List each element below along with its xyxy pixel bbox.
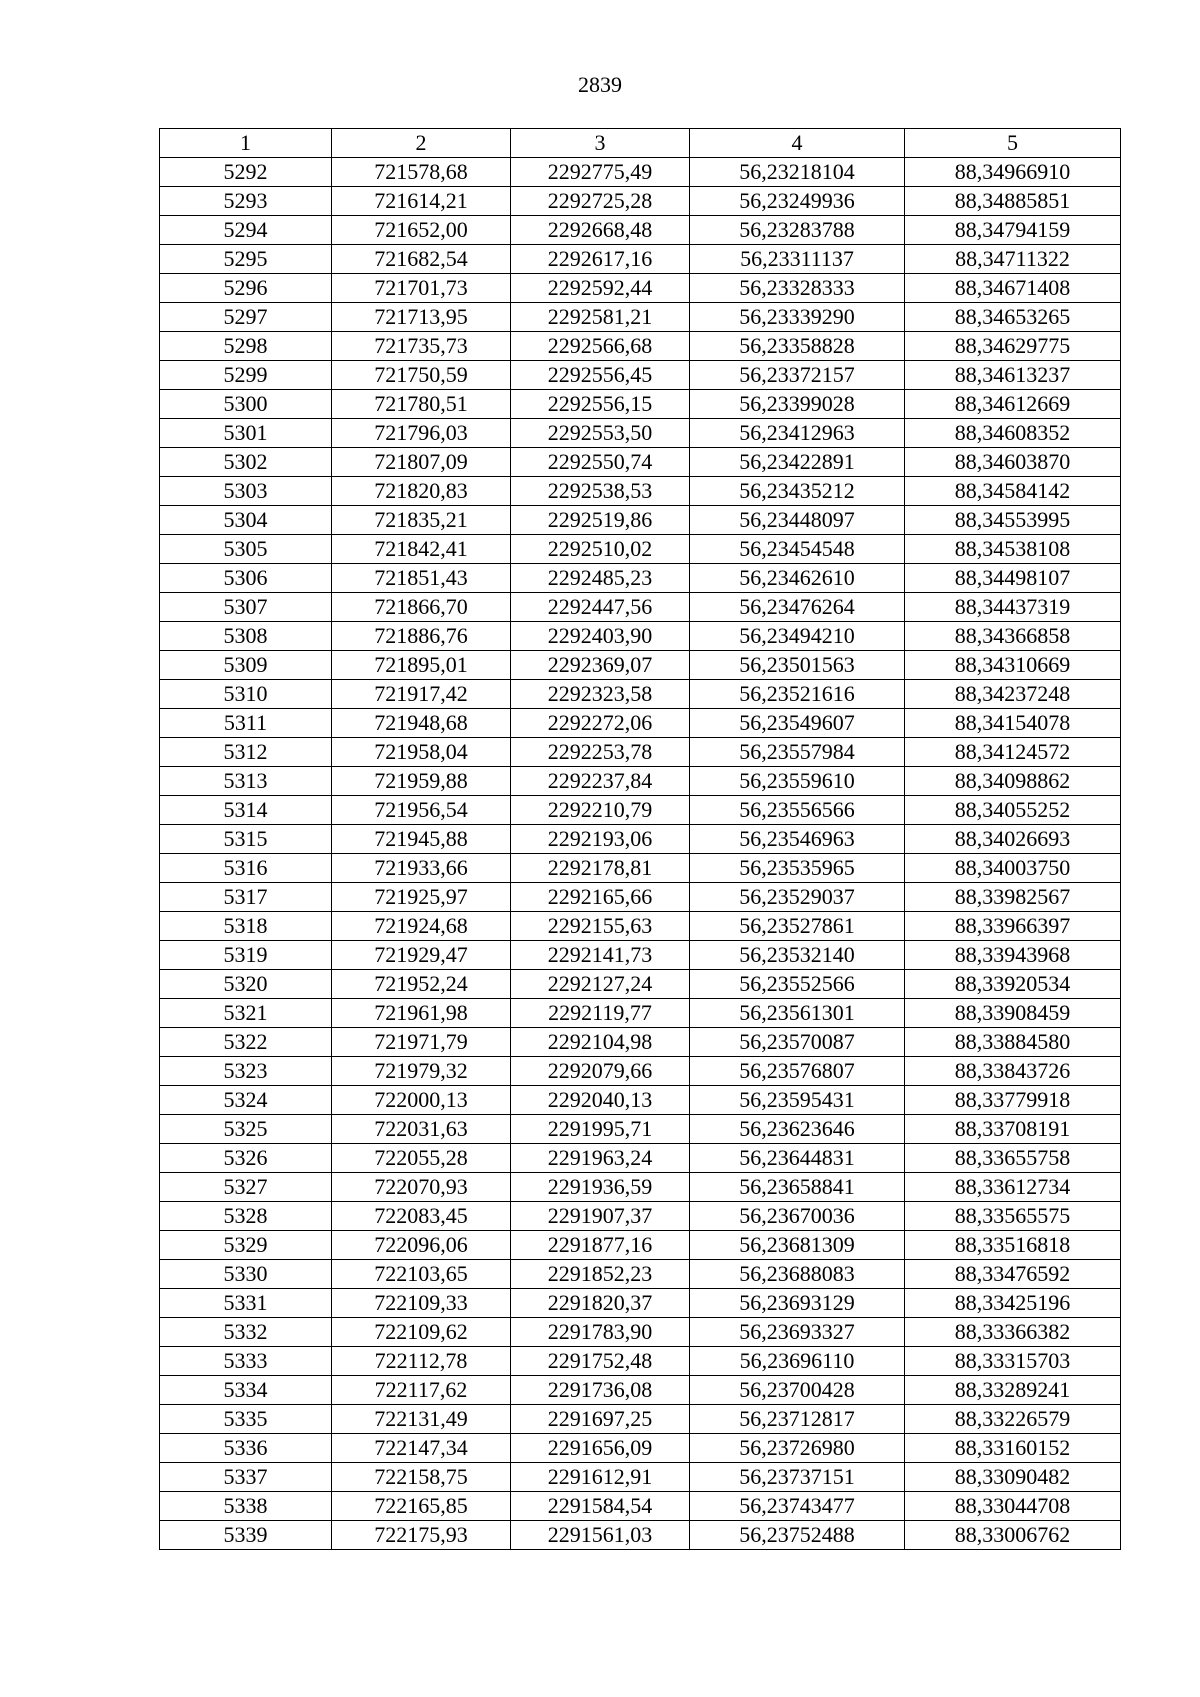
y-coordinate-cell: 2291752,48 xyxy=(511,1347,690,1376)
table-row xyxy=(160,767,1121,796)
x-coordinate-cell: 722109,33 xyxy=(332,1289,511,1318)
latitude-cell: 56,23358828 xyxy=(690,332,905,361)
y-coordinate-cell: 2292447,56 xyxy=(511,593,690,622)
x-coordinate-cell: 722131,49 xyxy=(332,1405,511,1434)
point-number-cell: 5331 xyxy=(160,1289,332,1318)
y-coordinate-cell: 2292253,78 xyxy=(511,738,690,767)
point-number-cell: 5322 xyxy=(160,1028,332,1057)
latitude-cell: 56,23595431 xyxy=(690,1086,905,1115)
y-coordinate-cell: 2291561,03 xyxy=(511,1521,690,1550)
point-number-cell: 5311 xyxy=(160,709,332,738)
y-coordinate-cell: 2292485,23 xyxy=(511,564,690,593)
latitude-cell: 56,23339290 xyxy=(690,303,905,332)
latitude-cell: 56,23535965 xyxy=(690,854,905,883)
table-row xyxy=(160,912,1121,941)
latitude-cell: 56,23743477 xyxy=(690,1492,905,1521)
y-coordinate-cell: 2292237,84 xyxy=(511,767,690,796)
latitude-cell: 56,23670036 xyxy=(690,1202,905,1231)
latitude-cell: 56,23559610 xyxy=(690,767,905,796)
x-coordinate-cell: 722083,45 xyxy=(332,1202,511,1231)
point-number-cell: 5304 xyxy=(160,506,332,535)
y-coordinate-cell: 2292668,48 xyxy=(511,216,690,245)
y-coordinate-cell: 2292079,66 xyxy=(511,1057,690,1086)
latitude-cell: 56,23532140 xyxy=(690,941,905,970)
longitude-cell: 88,34711322 xyxy=(905,245,1121,274)
x-coordinate-cell: 721735,73 xyxy=(332,332,511,361)
table-row xyxy=(160,1521,1121,1550)
point-number-cell: 5300 xyxy=(160,390,332,419)
longitude-cell: 88,33425196 xyxy=(905,1289,1121,1318)
latitude-cell: 56,23328333 xyxy=(690,274,905,303)
longitude-cell: 88,33565575 xyxy=(905,1202,1121,1231)
y-coordinate-cell: 2292510,02 xyxy=(511,535,690,564)
point-number-cell: 5320 xyxy=(160,970,332,999)
point-number-cell: 5313 xyxy=(160,767,332,796)
latitude-cell: 56,23557984 xyxy=(690,738,905,767)
table-row xyxy=(160,941,1121,970)
latitude-cell: 56,23527861 xyxy=(690,912,905,941)
x-coordinate-cell: 722165,85 xyxy=(332,1492,511,1521)
y-coordinate-cell: 2292553,50 xyxy=(511,419,690,448)
y-coordinate-cell: 2292369,07 xyxy=(511,651,690,680)
y-coordinate-cell: 2292155,63 xyxy=(511,912,690,941)
point-number-cell: 5314 xyxy=(160,796,332,825)
latitude-cell: 56,23644831 xyxy=(690,1144,905,1173)
x-coordinate-cell: 721780,51 xyxy=(332,390,511,419)
point-number-cell: 5326 xyxy=(160,1144,332,1173)
point-number-cell: 5338 xyxy=(160,1492,332,1521)
x-coordinate-cell: 721971,79 xyxy=(332,1028,511,1057)
point-number-cell: 5329 xyxy=(160,1231,332,1260)
longitude-cell: 88,33289241 xyxy=(905,1376,1121,1405)
longitude-cell: 88,34553995 xyxy=(905,506,1121,535)
point-number-cell: 5296 xyxy=(160,274,332,303)
point-number-cell: 5298 xyxy=(160,332,332,361)
y-coordinate-cell: 2292538,53 xyxy=(511,477,690,506)
longitude-cell: 88,34055252 xyxy=(905,796,1121,825)
column-header-4: 4 xyxy=(690,129,905,158)
y-coordinate-cell: 2292193,06 xyxy=(511,825,690,854)
table-row xyxy=(160,1115,1121,1144)
longitude-cell: 88,34237248 xyxy=(905,680,1121,709)
table-header-row xyxy=(160,129,1121,158)
x-coordinate-cell: 721820,83 xyxy=(332,477,511,506)
table-row xyxy=(160,1173,1121,1202)
table-row xyxy=(160,1405,1121,1434)
y-coordinate-cell: 2292550,74 xyxy=(511,448,690,477)
table-row xyxy=(160,825,1121,854)
latitude-cell: 56,23561301 xyxy=(690,999,905,1028)
y-coordinate-cell: 2292556,45 xyxy=(511,361,690,390)
longitude-cell: 88,33090482 xyxy=(905,1463,1121,1492)
longitude-cell: 88,34885851 xyxy=(905,187,1121,216)
x-coordinate-cell: 722055,28 xyxy=(332,1144,511,1173)
x-coordinate-cell: 721917,42 xyxy=(332,680,511,709)
latitude-cell: 56,23688083 xyxy=(690,1260,905,1289)
y-coordinate-cell: 2292617,16 xyxy=(511,245,690,274)
table-row xyxy=(160,709,1121,738)
table-row xyxy=(160,593,1121,622)
longitude-cell: 88,33708191 xyxy=(905,1115,1121,1144)
longitude-cell: 88,33779918 xyxy=(905,1086,1121,1115)
x-coordinate-cell: 721578,68 xyxy=(332,158,511,187)
x-coordinate-cell: 722112,78 xyxy=(332,1347,511,1376)
point-number-cell: 5317 xyxy=(160,883,332,912)
point-number-cell: 5303 xyxy=(160,477,332,506)
point-number-cell: 5333 xyxy=(160,1347,332,1376)
point-number-cell: 5302 xyxy=(160,448,332,477)
table-row xyxy=(160,738,1121,767)
y-coordinate-cell: 2292272,06 xyxy=(511,709,690,738)
latitude-cell: 56,23249936 xyxy=(690,187,905,216)
column-header-2: 2 xyxy=(332,129,511,158)
coordinates-table xyxy=(159,128,1121,1550)
table-row xyxy=(160,999,1121,1028)
table-row xyxy=(160,1289,1121,1318)
point-number-cell: 5325 xyxy=(160,1115,332,1144)
x-coordinate-cell: 721924,68 xyxy=(332,912,511,941)
latitude-cell: 56,23283788 xyxy=(690,216,905,245)
latitude-cell: 56,23623646 xyxy=(690,1115,905,1144)
y-coordinate-cell: 2291783,90 xyxy=(511,1318,690,1347)
longitude-cell: 88,34124572 xyxy=(905,738,1121,767)
x-coordinate-cell: 721835,21 xyxy=(332,506,511,535)
x-coordinate-cell: 722175,93 xyxy=(332,1521,511,1550)
point-number-cell: 5323 xyxy=(160,1057,332,1086)
x-coordinate-cell: 722147,34 xyxy=(332,1434,511,1463)
y-coordinate-cell: 2292592,44 xyxy=(511,274,690,303)
x-coordinate-cell: 721958,04 xyxy=(332,738,511,767)
point-number-cell: 5328 xyxy=(160,1202,332,1231)
point-number-cell: 5319 xyxy=(160,941,332,970)
table-row xyxy=(160,390,1121,419)
point-number-cell: 5293 xyxy=(160,187,332,216)
x-coordinate-cell: 721961,98 xyxy=(332,999,511,1028)
x-coordinate-cell: 722103,65 xyxy=(332,1260,511,1289)
table-row xyxy=(160,854,1121,883)
y-coordinate-cell: 2292323,58 xyxy=(511,680,690,709)
table-row xyxy=(160,1144,1121,1173)
y-coordinate-cell: 2291697,25 xyxy=(511,1405,690,1434)
y-coordinate-cell: 2292581,21 xyxy=(511,303,690,332)
point-number-cell: 5306 xyxy=(160,564,332,593)
table-row xyxy=(160,158,1121,187)
point-number-cell: 5292 xyxy=(160,158,332,187)
point-number-cell: 5335 xyxy=(160,1405,332,1434)
longitude-cell: 88,34538108 xyxy=(905,535,1121,564)
latitude-cell: 56,23501563 xyxy=(690,651,905,680)
longitude-cell: 88,34437319 xyxy=(905,593,1121,622)
x-coordinate-cell: 721713,95 xyxy=(332,303,511,332)
longitude-cell: 88,34966910 xyxy=(905,158,1121,187)
longitude-cell: 88,33943968 xyxy=(905,941,1121,970)
table-row xyxy=(160,1260,1121,1289)
longitude-cell: 88,33160152 xyxy=(905,1434,1121,1463)
table-row xyxy=(160,796,1121,825)
longitude-cell: 88,33920534 xyxy=(905,970,1121,999)
longitude-cell: 88,33966397 xyxy=(905,912,1121,941)
column-header-3: 3 xyxy=(511,129,690,158)
x-coordinate-cell: 721701,73 xyxy=(332,274,511,303)
longitude-cell: 88,34613237 xyxy=(905,361,1121,390)
point-number-cell: 5299 xyxy=(160,361,332,390)
table-row xyxy=(160,1492,1121,1521)
x-coordinate-cell: 721933,66 xyxy=(332,854,511,883)
y-coordinate-cell: 2292775,49 xyxy=(511,158,690,187)
y-coordinate-cell: 2292725,28 xyxy=(511,187,690,216)
point-number-cell: 5336 xyxy=(160,1434,332,1463)
longitude-cell: 88,33843726 xyxy=(905,1057,1121,1086)
longitude-cell: 88,33516818 xyxy=(905,1231,1121,1260)
latitude-cell: 56,23454548 xyxy=(690,535,905,564)
longitude-cell: 88,33226579 xyxy=(905,1405,1121,1434)
x-coordinate-cell: 721750,59 xyxy=(332,361,511,390)
longitude-cell: 88,33044708 xyxy=(905,1492,1121,1521)
latitude-cell: 56,23737151 xyxy=(690,1463,905,1492)
x-coordinate-cell: 721959,88 xyxy=(332,767,511,796)
longitude-cell: 88,33982567 xyxy=(905,883,1121,912)
longitude-cell: 88,33612734 xyxy=(905,1173,1121,1202)
latitude-cell: 56,23658841 xyxy=(690,1173,905,1202)
page-number: 2839 xyxy=(578,72,622,97)
latitude-cell: 56,23712817 xyxy=(690,1405,905,1434)
longitude-cell: 88,34498107 xyxy=(905,564,1121,593)
table-row xyxy=(160,245,1121,274)
y-coordinate-cell: 2292104,98 xyxy=(511,1028,690,1057)
latitude-cell: 56,23546963 xyxy=(690,825,905,854)
point-number-cell: 5339 xyxy=(160,1521,332,1550)
y-coordinate-cell: 2292127,24 xyxy=(511,970,690,999)
latitude-cell: 56,23576807 xyxy=(690,1057,905,1086)
latitude-cell: 56,23311137 xyxy=(690,245,905,274)
longitude-cell: 88,34098862 xyxy=(905,767,1121,796)
y-coordinate-cell: 2292210,79 xyxy=(511,796,690,825)
y-coordinate-cell: 2292141,73 xyxy=(511,941,690,970)
x-coordinate-cell: 721895,01 xyxy=(332,651,511,680)
table-row xyxy=(160,419,1121,448)
latitude-cell: 56,23435212 xyxy=(690,477,905,506)
y-coordinate-cell: 2292040,13 xyxy=(511,1086,690,1115)
table-row xyxy=(160,332,1121,361)
latitude-cell: 56,23752488 xyxy=(690,1521,905,1550)
table-row xyxy=(160,361,1121,390)
longitude-cell: 88,33908459 xyxy=(905,999,1121,1028)
x-coordinate-cell: 721925,97 xyxy=(332,883,511,912)
point-number-cell: 5321 xyxy=(160,999,332,1028)
table-row xyxy=(160,680,1121,709)
latitude-cell: 56,23552566 xyxy=(690,970,905,999)
y-coordinate-cell: 2291736,08 xyxy=(511,1376,690,1405)
x-coordinate-cell: 721614,21 xyxy=(332,187,511,216)
point-number-cell: 5337 xyxy=(160,1463,332,1492)
table-row xyxy=(160,1057,1121,1086)
table-row xyxy=(160,535,1121,564)
longitude-cell: 88,34794159 xyxy=(905,216,1121,245)
table-row xyxy=(160,651,1121,680)
latitude-cell: 56,23448097 xyxy=(690,506,905,535)
y-coordinate-cell: 2291820,37 xyxy=(511,1289,690,1318)
point-number-cell: 5315 xyxy=(160,825,332,854)
table-row xyxy=(160,187,1121,216)
latitude-cell: 56,23218104 xyxy=(690,158,905,187)
y-coordinate-cell: 2292165,66 xyxy=(511,883,690,912)
latitude-cell: 56,23696110 xyxy=(690,1347,905,1376)
point-number-cell: 5330 xyxy=(160,1260,332,1289)
latitude-cell: 56,23700428 xyxy=(690,1376,905,1405)
y-coordinate-cell: 2291584,54 xyxy=(511,1492,690,1521)
latitude-cell: 56,23549607 xyxy=(690,709,905,738)
latitude-cell: 56,23412963 xyxy=(690,419,905,448)
x-coordinate-cell: 721945,88 xyxy=(332,825,511,854)
longitude-cell: 88,34653265 xyxy=(905,303,1121,332)
point-number-cell: 5327 xyxy=(160,1173,332,1202)
y-coordinate-cell: 2292556,15 xyxy=(511,390,690,419)
x-coordinate-cell: 722096,06 xyxy=(332,1231,511,1260)
longitude-cell: 88,34003750 xyxy=(905,854,1121,883)
latitude-cell: 56,23681309 xyxy=(690,1231,905,1260)
longitude-cell: 88,34671408 xyxy=(905,274,1121,303)
y-coordinate-cell: 2291852,23 xyxy=(511,1260,690,1289)
column-header-1: 1 xyxy=(160,129,332,158)
x-coordinate-cell: 721929,47 xyxy=(332,941,511,970)
table-row xyxy=(160,303,1121,332)
y-coordinate-cell: 2291877,16 xyxy=(511,1231,690,1260)
table-row xyxy=(160,1318,1121,1347)
longitude-cell: 88,33476592 xyxy=(905,1260,1121,1289)
table-row xyxy=(160,1434,1121,1463)
x-coordinate-cell: 722158,75 xyxy=(332,1463,511,1492)
x-coordinate-cell: 721807,09 xyxy=(332,448,511,477)
y-coordinate-cell: 2292178,81 xyxy=(511,854,690,883)
table-row xyxy=(160,970,1121,999)
table-body xyxy=(160,158,1121,1550)
y-coordinate-cell: 2291612,91 xyxy=(511,1463,690,1492)
longitude-cell: 88,34608352 xyxy=(905,419,1121,448)
latitude-cell: 56,23693129 xyxy=(690,1289,905,1318)
table-row xyxy=(160,216,1121,245)
table-row xyxy=(160,1463,1121,1492)
table-row xyxy=(160,1376,1121,1405)
x-coordinate-cell: 721851,43 xyxy=(332,564,511,593)
table-row xyxy=(160,448,1121,477)
latitude-cell: 56,23570087 xyxy=(690,1028,905,1057)
latitude-cell: 56,23521616 xyxy=(690,680,905,709)
point-number-cell: 5332 xyxy=(160,1318,332,1347)
longitude-cell: 88,34629775 xyxy=(905,332,1121,361)
x-coordinate-cell: 722031,63 xyxy=(332,1115,511,1144)
latitude-cell: 56,23462610 xyxy=(690,564,905,593)
x-coordinate-cell: 721682,54 xyxy=(332,245,511,274)
latitude-cell: 56,23399028 xyxy=(690,390,905,419)
x-coordinate-cell: 721796,03 xyxy=(332,419,511,448)
point-number-cell: 5305 xyxy=(160,535,332,564)
longitude-cell: 88,34026693 xyxy=(905,825,1121,854)
y-coordinate-cell: 2291907,37 xyxy=(511,1202,690,1231)
latitude-cell: 56,23422891 xyxy=(690,448,905,477)
table-row xyxy=(160,1231,1121,1260)
table-row xyxy=(160,477,1121,506)
latitude-cell: 56,23726980 xyxy=(690,1434,905,1463)
x-coordinate-cell: 721948,68 xyxy=(332,709,511,738)
point-number-cell: 5297 xyxy=(160,303,332,332)
table-row xyxy=(160,622,1121,651)
longitude-cell: 88,34154078 xyxy=(905,709,1121,738)
y-coordinate-cell: 2291936,59 xyxy=(511,1173,690,1202)
table-row xyxy=(160,274,1121,303)
y-coordinate-cell: 2291656,09 xyxy=(511,1434,690,1463)
latitude-cell: 56,23494210 xyxy=(690,622,905,651)
longitude-cell: 88,33884580 xyxy=(905,1028,1121,1057)
point-number-cell: 5310 xyxy=(160,680,332,709)
longitude-cell: 88,33366382 xyxy=(905,1318,1121,1347)
column-header-5: 5 xyxy=(905,129,1121,158)
y-coordinate-cell: 2291995,71 xyxy=(511,1115,690,1144)
x-coordinate-cell: 721886,76 xyxy=(332,622,511,651)
x-coordinate-cell: 722109,62 xyxy=(332,1318,511,1347)
point-number-cell: 5309 xyxy=(160,651,332,680)
latitude-cell: 56,23693327 xyxy=(690,1318,905,1347)
table-row xyxy=(160,1028,1121,1057)
x-coordinate-cell: 721866,70 xyxy=(332,593,511,622)
table-row xyxy=(160,883,1121,912)
latitude-cell: 56,23476264 xyxy=(690,593,905,622)
y-coordinate-cell: 2292119,77 xyxy=(511,999,690,1028)
x-coordinate-cell: 721952,24 xyxy=(332,970,511,999)
point-number-cell: 5294 xyxy=(160,216,332,245)
point-number-cell: 5318 xyxy=(160,912,332,941)
latitude-cell: 56,23529037 xyxy=(690,883,905,912)
table-row xyxy=(160,1347,1121,1376)
x-coordinate-cell: 721842,41 xyxy=(332,535,511,564)
x-coordinate-cell: 722000,13 xyxy=(332,1086,511,1115)
table-row xyxy=(160,506,1121,535)
longitude-cell: 88,34584142 xyxy=(905,477,1121,506)
table-row xyxy=(160,564,1121,593)
point-number-cell: 5308 xyxy=(160,622,332,651)
longitude-cell: 88,34612669 xyxy=(905,390,1121,419)
y-coordinate-cell: 2291963,24 xyxy=(511,1144,690,1173)
y-coordinate-cell: 2292519,86 xyxy=(511,506,690,535)
x-coordinate-cell: 722117,62 xyxy=(332,1376,511,1405)
x-coordinate-cell: 721979,32 xyxy=(332,1057,511,1086)
latitude-cell: 56,23372157 xyxy=(690,361,905,390)
point-number-cell: 5334 xyxy=(160,1376,332,1405)
latitude-cell: 56,23556566 xyxy=(690,796,905,825)
point-number-cell: 5324 xyxy=(160,1086,332,1115)
y-coordinate-cell: 2292566,68 xyxy=(511,332,690,361)
longitude-cell: 88,34366858 xyxy=(905,622,1121,651)
point-number-cell: 5312 xyxy=(160,738,332,767)
point-number-cell: 5316 xyxy=(160,854,332,883)
point-number-cell: 5307 xyxy=(160,593,332,622)
x-coordinate-cell: 721652,00 xyxy=(332,216,511,245)
point-number-cell: 5301 xyxy=(160,419,332,448)
table-row xyxy=(160,1086,1121,1115)
table-row xyxy=(160,1202,1121,1231)
point-number-cell: 5295 xyxy=(160,245,332,274)
x-coordinate-cell: 721956,54 xyxy=(332,796,511,825)
y-coordinate-cell: 2292403,90 xyxy=(511,622,690,651)
longitude-cell: 88,34603870 xyxy=(905,448,1121,477)
longitude-cell: 88,33315703 xyxy=(905,1347,1121,1376)
longitude-cell: 88,34310669 xyxy=(905,651,1121,680)
longitude-cell: 88,33006762 xyxy=(905,1521,1121,1550)
longitude-cell: 88,33655758 xyxy=(905,1144,1121,1173)
x-coordinate-cell: 722070,93 xyxy=(332,1173,511,1202)
